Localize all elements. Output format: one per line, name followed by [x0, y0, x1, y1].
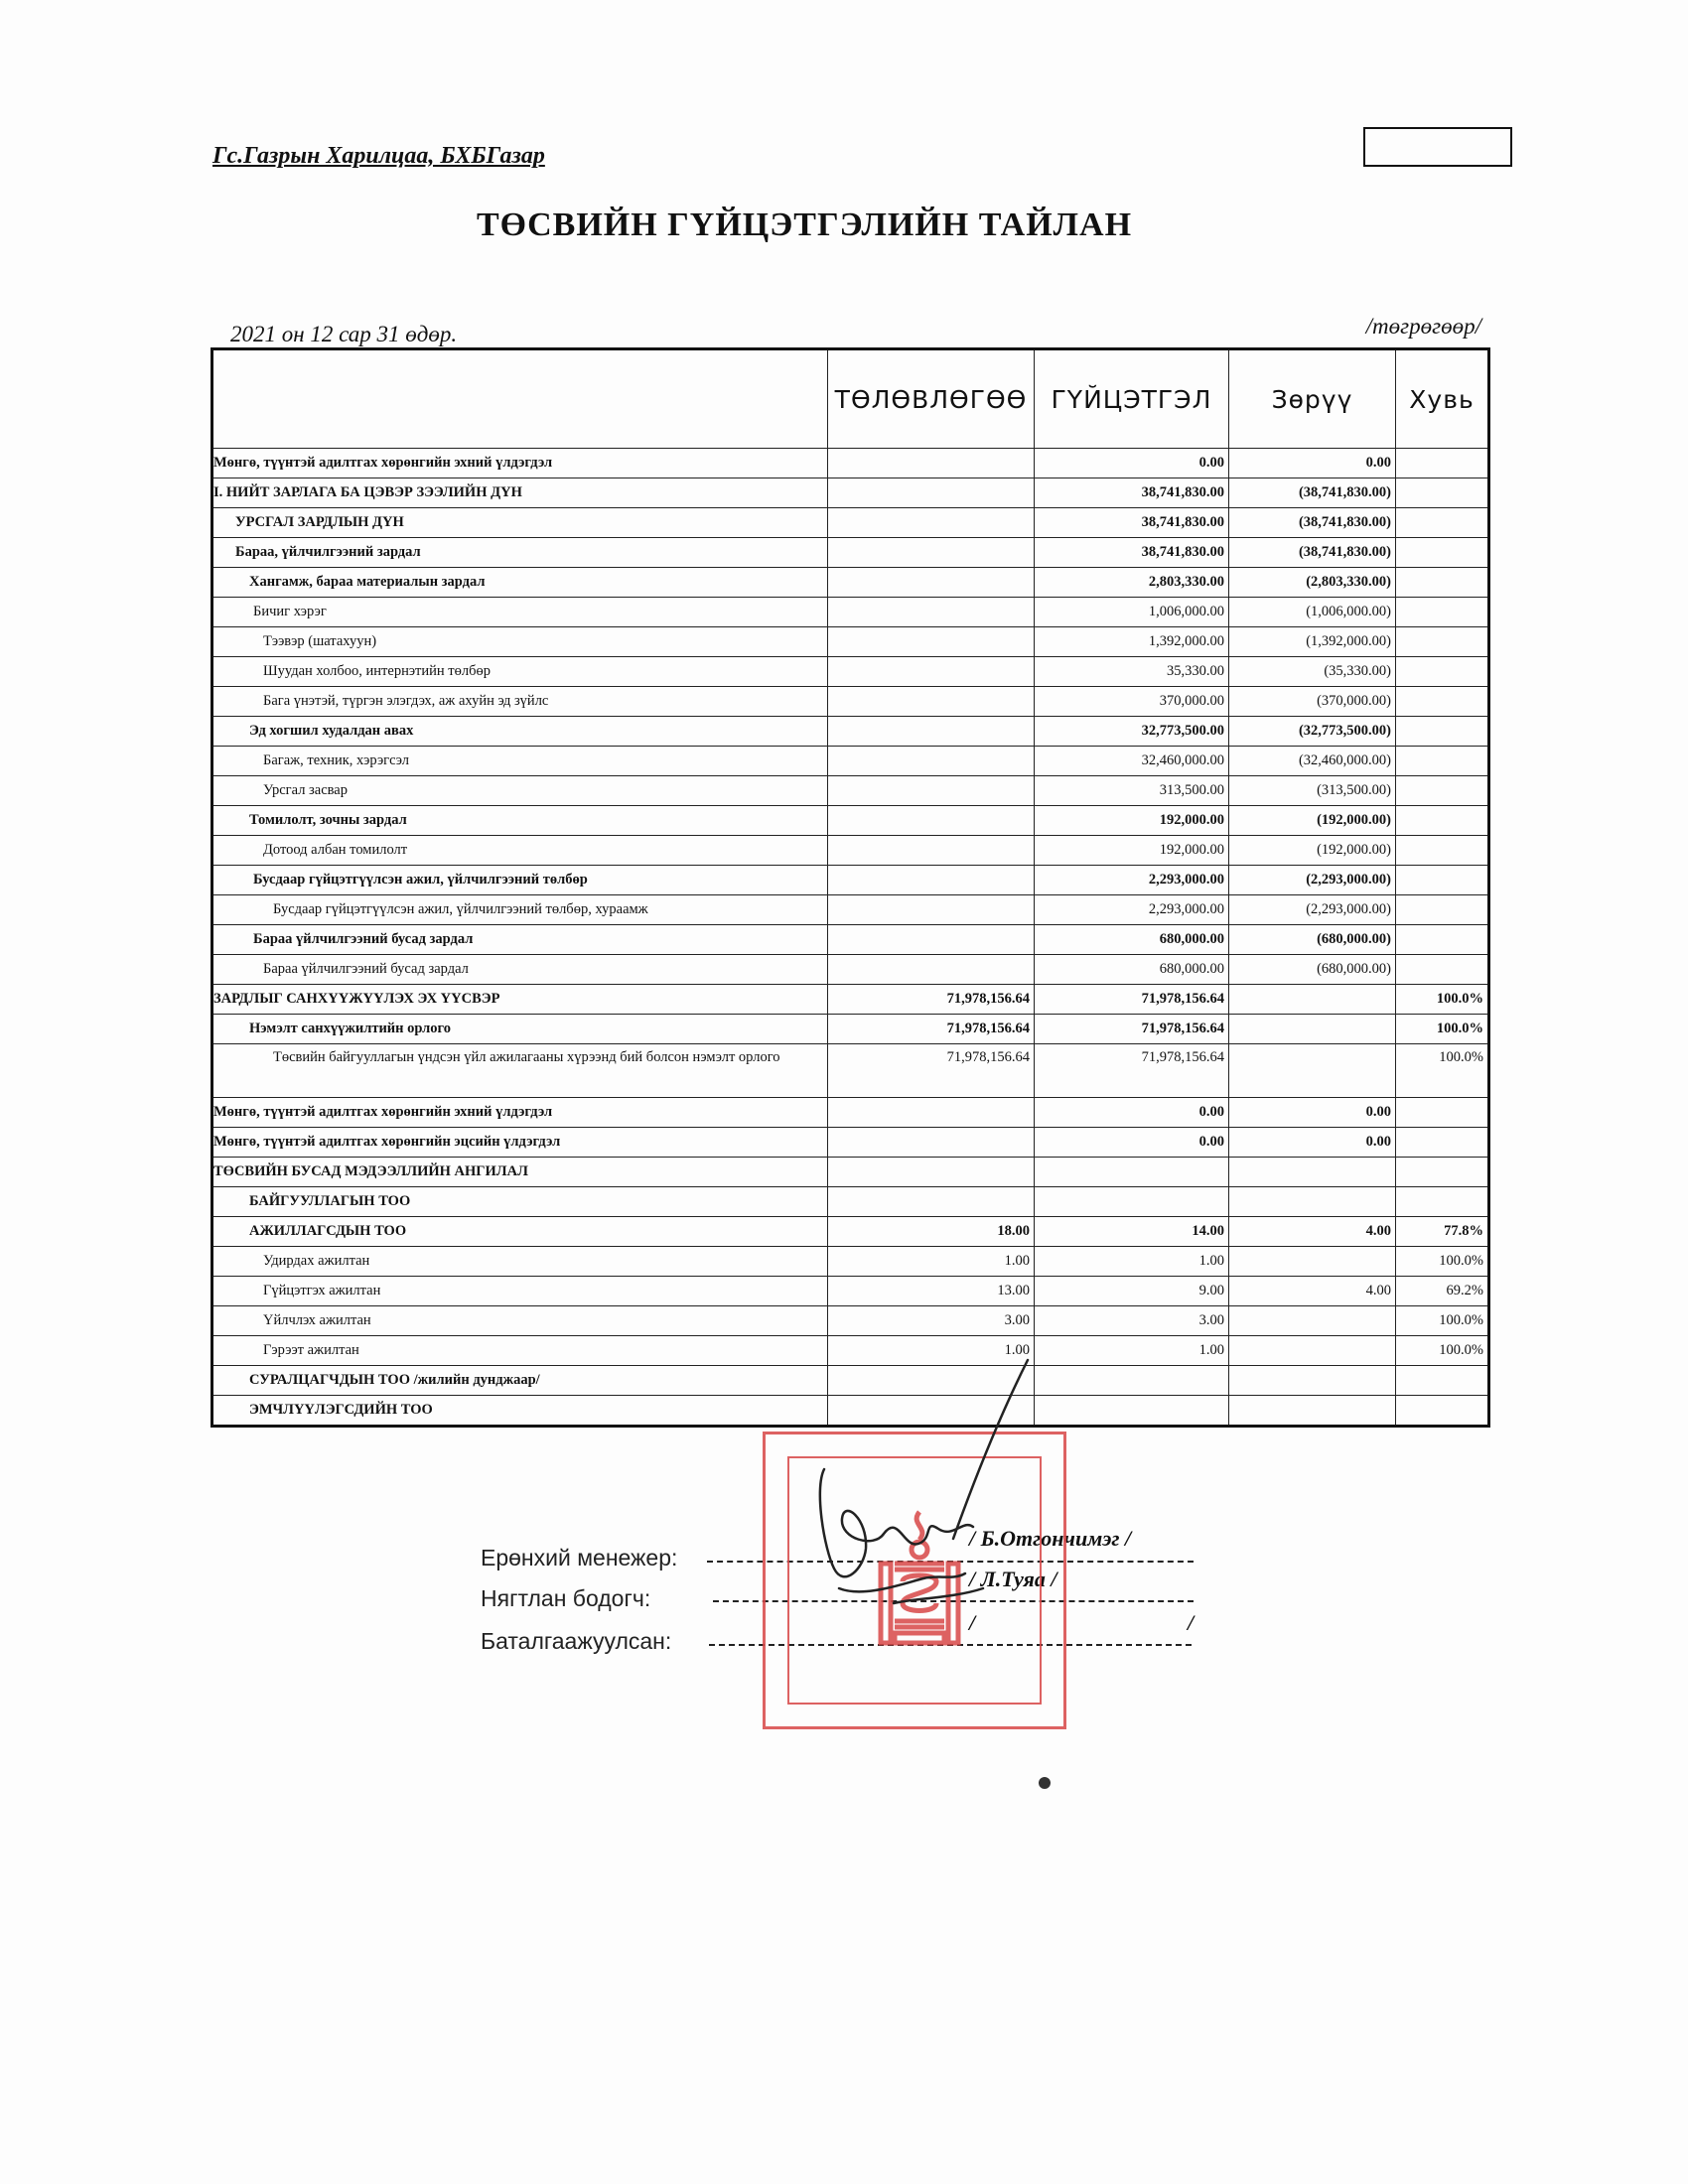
diff-value: (2,293,000.00) — [1229, 866, 1396, 895]
actual-value: 71,978,156.64 — [1035, 985, 1229, 1015]
diff-value — [1229, 1015, 1396, 1044]
actual-value: 14.00 — [1035, 1217, 1229, 1247]
plan-value — [828, 568, 1035, 598]
diff-value: (38,741,830.00) — [1229, 478, 1396, 508]
row-label: Багаж, техник, хэрэгсэл — [212, 747, 828, 776]
actual-value: 680,000.00 — [1035, 925, 1229, 955]
table-row — [212, 687, 1489, 717]
row-label: Төсвийн байгууллагын үндсэн үйл ажилагааны хүрээнд бий болсон нэмэлт орлого — [212, 1044, 828, 1098]
row-label: Тээвэр (шатахуун) — [212, 627, 828, 657]
col-header-actual: ГҮЙЦЭТГЭЛ — [1035, 349, 1229, 449]
col-header-plan: ТӨЛӨВЛӨГӨӨ — [828, 349, 1035, 449]
pct-value: 100.0% — [1396, 1247, 1489, 1277]
row-label: Гэрээт ажилтан — [212, 1336, 828, 1366]
pct-value — [1396, 598, 1489, 627]
col-header-diff: Зөрүү — [1229, 349, 1396, 449]
budget-report-table — [211, 347, 1490, 1428]
pct-value — [1396, 955, 1489, 985]
pct-value: 77.8% — [1396, 1217, 1489, 1247]
plan-value — [828, 449, 1035, 478]
table-row — [212, 955, 1489, 985]
row-label: Мөнгө, түүнтэй адилтгах хөрөнгийн эцсийн үлдэгдэл — [212, 1128, 828, 1158]
pct-value — [1396, 1098, 1489, 1128]
plan-value: 18.00 — [828, 1217, 1035, 1247]
actual-value: 2,293,000.00 — [1035, 866, 1229, 895]
diff-value — [1229, 1396, 1396, 1427]
table-row — [212, 866, 1489, 895]
diff-value — [1229, 1366, 1396, 1396]
corner-box — [1363, 127, 1512, 167]
pct-value — [1396, 478, 1489, 508]
diff-value: (1,006,000.00) — [1229, 598, 1396, 627]
plan-value — [828, 657, 1035, 687]
table-row — [212, 598, 1489, 627]
report-date: 2021 он 12 сар 31 өдөр. — [230, 322, 458, 346]
actual-value: 9.00 — [1035, 1277, 1229, 1306]
diff-value: 4.00 — [1229, 1277, 1396, 1306]
manager-name: / Б.Отгончимэг / — [969, 1526, 1132, 1551]
accountant-label: Нягтлан бодогч: — [481, 1585, 651, 1611]
row-label: Урсгал засвар — [212, 776, 828, 806]
row-label: БАЙГУУЛЛАГЫН ТОО — [212, 1187, 828, 1217]
diff-value: (192,000.00) — [1229, 836, 1396, 866]
plan-value — [828, 687, 1035, 717]
pct-value — [1396, 1187, 1489, 1217]
row-label: Дотоод албан томилолт — [212, 836, 828, 866]
plan-value — [828, 478, 1035, 508]
accountant-name: / Л.Туяа / — [969, 1567, 1057, 1591]
actual-value: 192,000.00 — [1035, 836, 1229, 866]
plan-value: 3.00 — [828, 1306, 1035, 1336]
diff-value: (38,741,830.00) — [1229, 538, 1396, 568]
pct-value — [1396, 1366, 1489, 1396]
table-row — [212, 806, 1489, 836]
table-row — [212, 538, 1489, 568]
diff-value: 0.00 — [1229, 1098, 1396, 1128]
row-label: Үйлчлэх ажилтан — [212, 1306, 828, 1336]
plan-value — [828, 747, 1035, 776]
row-label: Мөнгө, түүнтэй адилтгах хөрөнгийн эхний үлдэгдэл — [212, 1098, 828, 1128]
diff-value: (32,460,000.00) — [1229, 747, 1396, 776]
row-label: Бичиг хэрэг — [212, 598, 828, 627]
plan-value — [828, 1187, 1035, 1217]
table-row — [212, 925, 1489, 955]
pct-value — [1396, 687, 1489, 717]
actual-value: 313,500.00 — [1035, 776, 1229, 806]
table-row — [212, 1277, 1489, 1306]
actual-value: 38,741,830.00 — [1035, 478, 1229, 508]
diff-value — [1229, 1158, 1396, 1187]
pct-value — [1396, 1396, 1489, 1427]
pct-value — [1396, 717, 1489, 747]
pct-value: 100.0% — [1396, 985, 1489, 1015]
plan-value — [828, 627, 1035, 657]
plan-value — [828, 866, 1035, 895]
diff-value: (2,293,000.00) — [1229, 895, 1396, 925]
plan-value: 71,978,156.64 — [828, 1015, 1035, 1044]
table-row — [212, 1247, 1489, 1277]
pct-value — [1396, 627, 1489, 657]
diff-value: (680,000.00) — [1229, 955, 1396, 985]
row-label: Шуудан холбоо, интернэтийн төлбөр — [212, 657, 828, 687]
row-label: Бусдаар гүйцэтгүүлсэн ажил, үйлчилгээний төлбөр — [212, 866, 828, 895]
table-row — [212, 776, 1489, 806]
plan-value — [828, 1098, 1035, 1128]
table-row — [212, 985, 1489, 1015]
plan-value: 1.00 — [828, 1247, 1035, 1277]
actual-value: 1.00 — [1035, 1247, 1229, 1277]
row-label: Бараа үйлчилгээний бусад зардал — [212, 955, 828, 985]
diff-value: (2,803,330.00) — [1229, 568, 1396, 598]
pct-value: 100.0% — [1396, 1336, 1489, 1366]
actual-value: 38,741,830.00 — [1035, 538, 1229, 568]
table-row — [212, 1187, 1489, 1217]
diff-value: (35,330.00) — [1229, 657, 1396, 687]
actual-value: 0.00 — [1035, 1128, 1229, 1158]
diff-value — [1229, 985, 1396, 1015]
pct-value — [1396, 776, 1489, 806]
diff-value: (192,000.00) — [1229, 806, 1396, 836]
plan-value — [828, 955, 1035, 985]
row-label: ТӨСВИЙН БУСАД МЭДЭЭЛЛИЙН АНГИЛАЛ — [212, 1158, 828, 1187]
plan-value: 71,978,156.64 — [828, 985, 1035, 1015]
plan-value — [828, 717, 1035, 747]
actual-value: 0.00 — [1035, 449, 1229, 478]
table-row — [212, 1098, 1489, 1128]
diff-value: (680,000.00) — [1229, 925, 1396, 955]
diff-value: (370,000.00) — [1229, 687, 1396, 717]
pct-value: 100.0% — [1396, 1306, 1489, 1336]
row-label: УРСГАЛ ЗАРДЛЫН ДҮН — [212, 508, 828, 538]
actual-value: 32,773,500.00 — [1035, 717, 1229, 747]
verified-slash-right: / — [1188, 1610, 1195, 1635]
plan-value — [828, 806, 1035, 836]
table-row — [212, 449, 1489, 478]
row-label: Гүйцэтгэх ажилтан — [212, 1277, 828, 1306]
plan-value — [828, 538, 1035, 568]
pct-value — [1396, 1128, 1489, 1158]
diff-value: 4.00 — [1229, 1217, 1396, 1247]
row-label: Бага үнэтэй, түргэн элэгдэх, аж ахуйн эд зүйлс — [212, 687, 828, 717]
plan-value — [828, 598, 1035, 627]
table-row — [212, 478, 1489, 508]
table-row — [212, 568, 1489, 598]
diff-value: 0.00 — [1229, 1128, 1396, 1158]
verified-slash-left: / — [969, 1610, 976, 1635]
pct-value — [1396, 836, 1489, 866]
pct-value: 69.2% — [1396, 1277, 1489, 1306]
plan-value: 13.00 — [828, 1277, 1035, 1306]
col-header-label — [212, 349, 828, 449]
actual-value: 71,978,156.64 — [1035, 1015, 1229, 1044]
table-row — [212, 1158, 1489, 1187]
plan-value: 71,978,156.64 — [828, 1044, 1035, 1098]
actual-value: 1.00 — [1035, 1336, 1229, 1366]
actual-value: 2,293,000.00 — [1035, 895, 1229, 925]
actual-value: 35,330.00 — [1035, 657, 1229, 687]
plan-value — [828, 895, 1035, 925]
row-label: СУРАЛЦАГЧДЫН ТОО /жилийн дунджаар/ — [212, 1366, 828, 1396]
row-label: Томилолт, зочны зардал — [212, 806, 828, 836]
plan-value — [828, 836, 1035, 866]
pct-value — [1396, 925, 1489, 955]
currency-unit: /төгрөгөөр/ — [1365, 314, 1481, 339]
table-row — [212, 1128, 1489, 1158]
plan-value — [828, 508, 1035, 538]
col-header-pct: Хувь — [1396, 349, 1489, 449]
row-label: ЗАРДЛЫГ САНХҮҮЖҮҮЛЭХ ЭХ ҮҮСВЭР — [212, 985, 828, 1015]
actual-value: 71,978,156.64 — [1035, 1044, 1229, 1098]
row-label: Бараа, үйлчилгээний зардал — [212, 538, 828, 568]
diff-value — [1229, 1044, 1396, 1098]
plan-value — [828, 925, 1035, 955]
table-row — [212, 508, 1489, 538]
row-label: АЖИЛЛАГСДЫН ТОО — [212, 1217, 828, 1247]
pct-value: 100.0% — [1396, 1015, 1489, 1044]
table-row — [212, 747, 1489, 776]
pct-value — [1396, 568, 1489, 598]
pct-value — [1396, 538, 1489, 568]
diff-value: (32,773,500.00) — [1229, 717, 1396, 747]
pct-value — [1396, 1158, 1489, 1187]
report-title: ТӨСВИЙН ГҮЙЦЭТГЭЛИЙН ТАЙЛАН — [476, 206, 1133, 243]
row-label: Эд хогшил худалдан авах — [212, 717, 828, 747]
row-label: Нэмэлт санхүүжилтийн орлого — [212, 1015, 828, 1044]
diff-value — [1229, 1306, 1396, 1336]
pct-value — [1396, 895, 1489, 925]
diff-value — [1229, 1247, 1396, 1277]
table-row — [212, 1306, 1489, 1336]
ink-dot — [1039, 1777, 1051, 1789]
table-row — [212, 1217, 1489, 1247]
pct-value — [1396, 806, 1489, 836]
table-row — [212, 657, 1489, 687]
actual-value — [1035, 1158, 1229, 1187]
table-row — [212, 1044, 1489, 1098]
table-header-row — [212, 349, 1489, 449]
diff-value — [1229, 1187, 1396, 1217]
row-label: Бусдаар гүйцэтгүүлсэн ажил, үйлчилгээний төлбөр, хураамж — [212, 895, 828, 925]
actual-value: 32,460,000.00 — [1035, 747, 1229, 776]
table-row — [212, 717, 1489, 747]
row-label: ЭМЧЛҮҮЛЭГСДИЙН ТОО — [212, 1396, 828, 1427]
row-label: Бараа үйлчилгээний бусад зардал — [212, 925, 828, 955]
pct-value — [1396, 866, 1489, 895]
actual-value — [1035, 1187, 1229, 1217]
plan-value — [828, 1128, 1035, 1158]
actual-value: 192,000.00 — [1035, 806, 1229, 836]
organization-name: Гс.Газрын Харилцаа, БХБГазар — [212, 143, 545, 169]
pct-value — [1396, 657, 1489, 687]
manager-label: Ерөнхий менежер: — [481, 1545, 678, 1570]
actual-value: 370,000.00 — [1035, 687, 1229, 717]
actual-value: 1,392,000.00 — [1035, 627, 1229, 657]
diff-value: (38,741,830.00) — [1229, 508, 1396, 538]
row-label: Хангамж, бараа материалын зардал — [212, 568, 828, 598]
actual-value: 1,006,000.00 — [1035, 598, 1229, 627]
pct-value — [1396, 449, 1489, 478]
table-row — [212, 1015, 1489, 1044]
plan-value — [828, 1158, 1035, 1187]
table-row — [212, 895, 1489, 925]
row-label: Мөнгө, түүнтэй адилтгах хөрөнгийн эхний үлдэгдэл — [212, 449, 828, 478]
verified-label: Баталгаажуулсан: — [481, 1628, 672, 1654]
actual-value: 38,741,830.00 — [1035, 508, 1229, 538]
pct-value — [1396, 508, 1489, 538]
diff-value: (1,392,000.00) — [1229, 627, 1396, 657]
pct-value — [1396, 747, 1489, 776]
signature-scribble-icon — [804, 1350, 1082, 1638]
row-label: Удирдах ажилтан — [212, 1247, 828, 1277]
table-row — [212, 627, 1489, 657]
plan-value: 1.00 — [828, 1336, 1035, 1366]
actual-value: 0.00 — [1035, 1098, 1229, 1128]
pct-value: 100.0% — [1396, 1044, 1489, 1098]
diff-value: 0.00 — [1229, 449, 1396, 478]
diff-value: (313,500.00) — [1229, 776, 1396, 806]
actual-value: 2,803,330.00 — [1035, 568, 1229, 598]
plan-value — [828, 776, 1035, 806]
actual-value: 3.00 — [1035, 1306, 1229, 1336]
table-row — [212, 836, 1489, 866]
diff-value — [1229, 1336, 1396, 1366]
row-label: I. НИЙТ ЗАРЛАГА БА ЦЭВЭР ЗЭЭЛИЙН ДҮН — [212, 478, 828, 508]
actual-value: 680,000.00 — [1035, 955, 1229, 985]
